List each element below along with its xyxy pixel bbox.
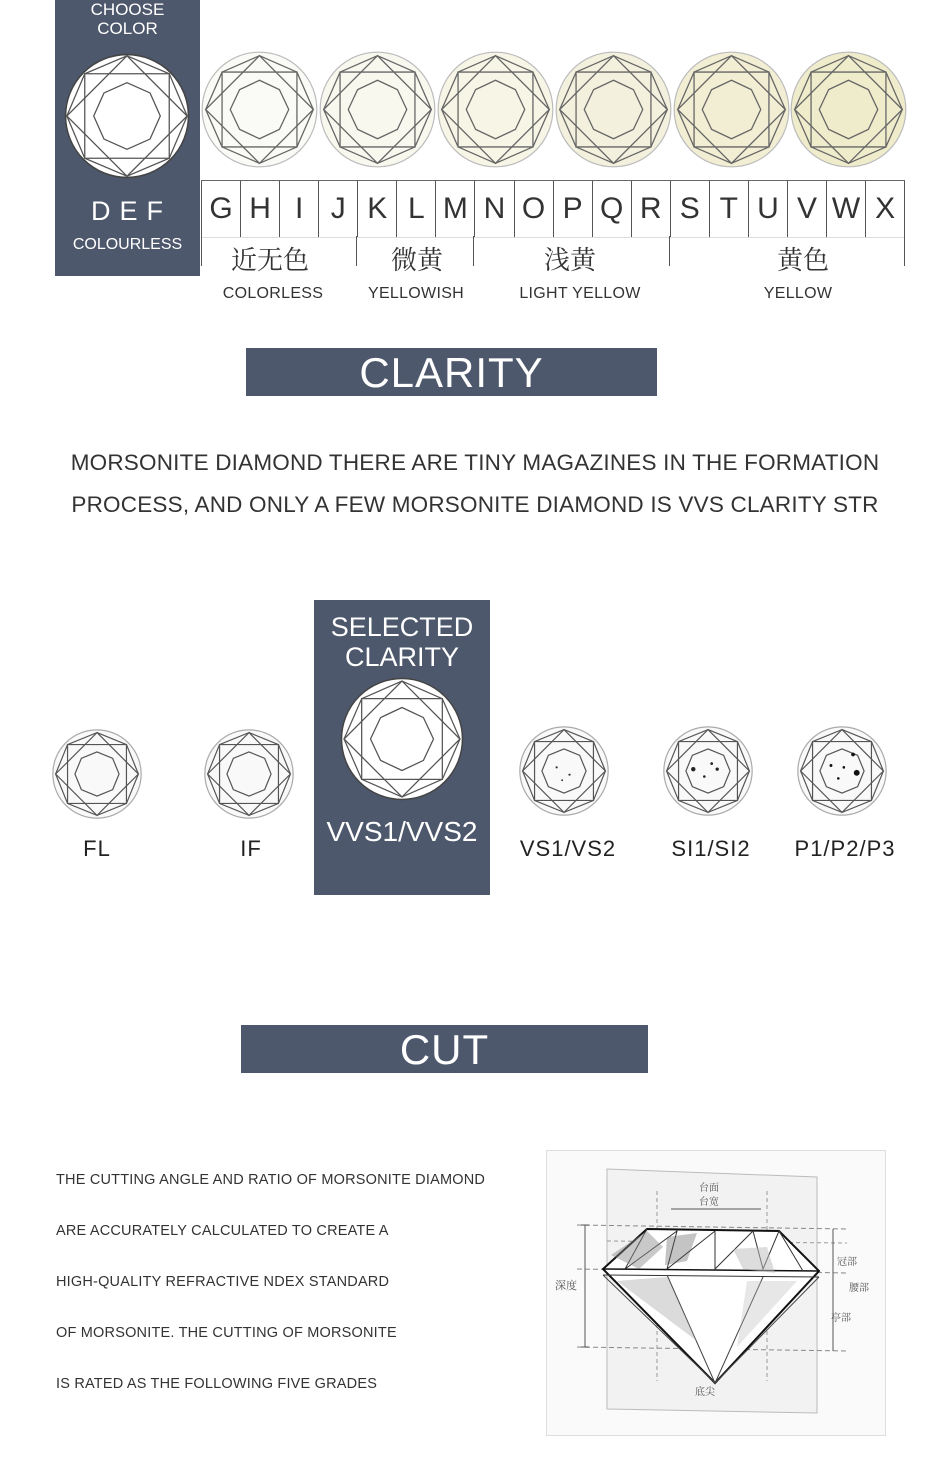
group-label-en: YELLOW [763,285,833,302]
color-grade-cell: L [396,181,435,237]
diamond-top-icon [63,52,191,180]
diagram-label-culet: 底尖 [695,1387,715,1398]
color-grade-cell: W [826,181,865,237]
diamond-top-icon [555,51,672,168]
diamond-top-icon [319,51,436,168]
group-label-en: COLORLESS [222,285,324,302]
group-label-cn: 微黄 [390,245,444,275]
selected-clarity-grade: VVS1/VVS2 [326,816,478,847]
group-label-en: YELLOWISH [367,285,465,302]
diamond-top-icon [790,51,907,168]
clarity-grade-label: P1/P2/P3 [794,836,896,861]
diagram-label-crown: 冠部 [837,1257,857,1268]
choose-color-title-line2: COLOR [97,19,158,38]
diamond-top-icon [662,725,754,817]
color-grade-cell: P [553,181,592,237]
diamond-top-icon [673,51,790,168]
cut-description-line: IS RATED AS THE FOLLOWING FIVE GRADES [56,1376,378,1392]
choose-color-title-line1: CHOOSE [90,0,165,19]
color-grade-cell: O [514,181,553,237]
diamond-top-icon [339,676,465,802]
group-divider [201,236,202,266]
diamond-top-icon [203,728,295,820]
color-grade-cell: G [201,181,240,237]
diagram-label-girdle: 腰部 [849,1283,869,1294]
clarity-grade-label: SI1/SI2 [671,836,751,861]
diagram-label-pavilion: 亭部 [831,1313,851,1324]
color-grade-cell: X [865,181,905,237]
color-grade-cell: R [631,181,670,237]
clarity-grade-label: IF [240,836,262,861]
diamond-cut-diagram [546,1150,886,1436]
cut-description-line: HIGH-QUALITY REFRACTIVE NDEX STANDARD [56,1274,390,1290]
choose-color-panel [55,0,200,276]
group-label-en: LIGHT YELLOW [519,285,641,302]
group-divider [669,236,670,266]
color-grade-cell: M [435,181,474,237]
selected-clarity-title [314,612,490,672]
diamond-top-icon [51,728,143,820]
cut-description-line: THE CUTTING ANGLE AND RATIO OF MORSONITE DIAMOND [56,1172,486,1188]
clarity-grade-label: FL [83,836,111,861]
clarity-grade-label: VS1/VS2 [519,836,617,861]
cut-banner: CUT [241,1025,648,1073]
clarity-banner: CLARITY [246,348,657,396]
cut-description-line: ARE ACCURATELY CALCULATED TO CREATE A [56,1223,389,1239]
colourless-label: COLOURLESS [72,236,183,253]
diamond-top-icon [201,51,318,168]
color-grade-cell: Q [592,181,631,237]
color-grade-cell: K [357,181,396,237]
group-label-cn: 黄色 [776,245,830,275]
color-grade-cell: I [279,181,318,237]
cut-description-line: OF MORSONITE. THE CUTTING OF MORSONITE [56,1325,397,1341]
color-grade-cell: H [240,181,279,237]
diagram-label-table: 台面 [699,1183,719,1194]
diagram-label-depth: 深度 [555,1279,577,1292]
selected-clarity-title-line2: CLARITY [344,642,460,672]
color-grade-row [201,180,905,238]
color-grade-cell: T [709,181,748,237]
def-grade-label: DEF [91,196,172,226]
choose-color-title [55,0,200,38]
clarity-description-line2: PROCESS, AND ONLY A FEW MORSONITE DIAMOND IS VVS CLARITY STR [71,492,879,517]
clarity-description-line1: MORSONITE DIAMOND THERE ARE TINY MAGAZINES IN THE FORMATION [70,450,880,475]
selected-clarity-title-line1: SELECTED [330,612,474,642]
diagram-label-table-width: 台宽 [699,1197,719,1208]
group-divider [356,236,357,266]
selected-clarity-panel [314,600,490,895]
diamond-profile-icon [547,1151,885,1435]
color-grade-cell: V [787,181,826,237]
group-label-cn: 浅黄 [543,245,597,275]
color-grade-cell: J [318,181,357,237]
group-divider [473,236,474,266]
diamond-top-icon [518,725,610,817]
diamond-top-icon [437,51,554,168]
color-grade-cell: N [474,181,513,237]
diamond-top-icon [796,725,888,817]
color-grade-cell: S [670,181,709,237]
group-label-cn: 近无色 [230,245,310,275]
group-divider [904,236,905,266]
color-grade-cell: U [748,181,787,237]
